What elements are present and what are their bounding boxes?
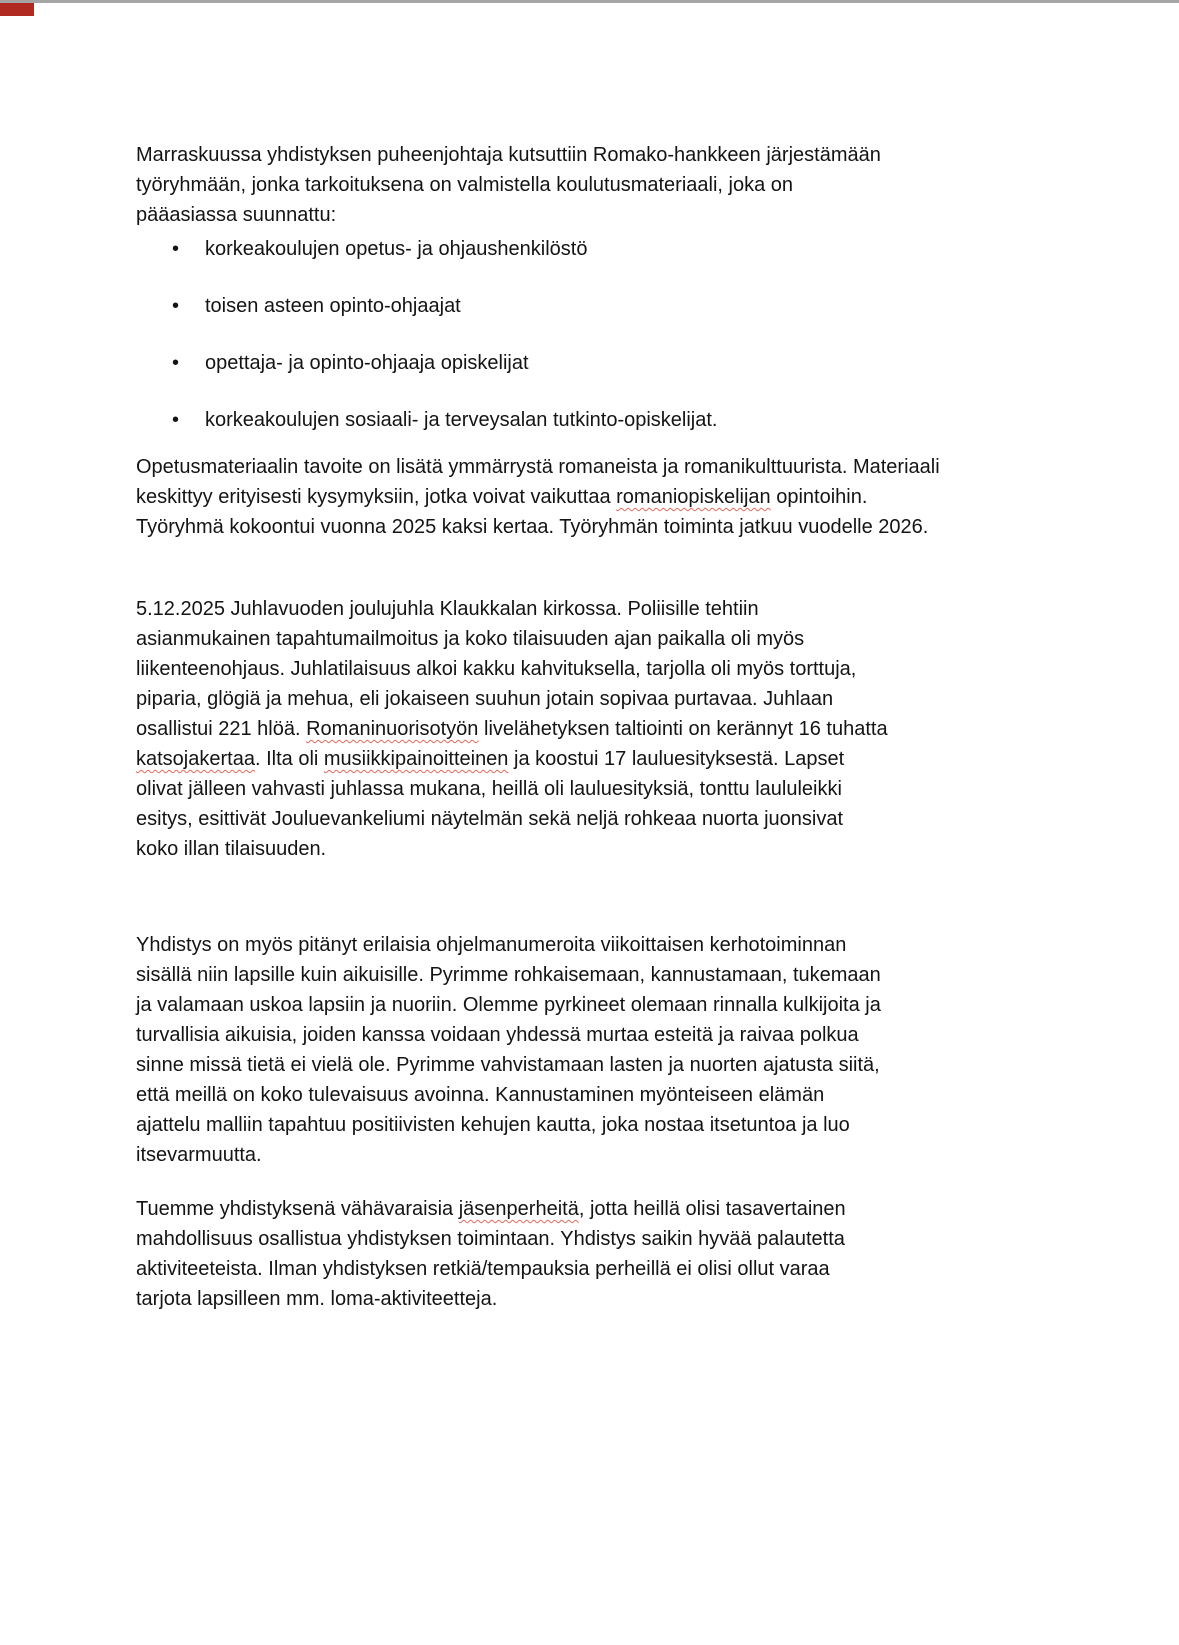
text-run: sisällä niin lapsille kuin aikuisille. Pyrimme rohkaisemaan, kannustamaan, tukemaan [136, 964, 881, 986]
text-line [136, 1080, 1136, 1110]
text-line [136, 1194, 1136, 1224]
text-run: että meillä on koko tulevaisuus avoinna. Kannustaminen myönteiseen elämän [136, 1084, 825, 1106]
text-line [136, 774, 1136, 804]
text-run: , jotta heillä olisi tasavertainen [578, 1198, 846, 1220]
text-run: olivat jälleen vahvasti juhlassa mukana, heillä oli lauluesityksiä, tonttu laululeikki [136, 778, 842, 800]
text-run: Marraskuussa yhdistyksen puheenjohtaja kutsuttiin Romako-hankkeen järjestämään [136, 144, 881, 166]
text-run: ajattelu malliin tapahtuu positiivisten kehujen kautta, joka nostaa itsetuntoa ja luo [136, 1114, 850, 1136]
text-run: mahdollisuus osallistua yhdistyksen toimintaan. Yhdistys saikin hyvää palautetta [136, 1228, 845, 1250]
bullet-item [136, 293, 1136, 320]
text-line [136, 170, 1136, 200]
text-run: 5.12.2025 Juhlavuoden joulujuhla Klaukkalan kirkossa. Poliisille tehtiin [136, 598, 759, 620]
bullet-dot-icon: • [172, 352, 180, 374]
text-line [136, 1224, 1136, 1254]
text-line [136, 512, 1136, 542]
text-line [136, 930, 1136, 960]
bullet-text [205, 236, 587, 263]
text-run: toisen asteen opinto-ohjaajat [205, 295, 461, 317]
text-line [136, 140, 1136, 170]
text-run: Yhdistys on myös pitänyt erilaisia ohjelmanumeroita viikoittaisen kerhotoiminnan [136, 934, 847, 956]
text-run: sinne missä tietä ei vielä ole. Pyrimme vahvistamaan lasten ja nuorten ajatusta siitä, [136, 1054, 880, 1076]
bullet-dot-icon: • [172, 409, 180, 431]
text-line [136, 1140, 1136, 1170]
text-run: . Ilta oli [254, 748, 324, 770]
bullet-text [205, 407, 717, 434]
misspelled-word: Romaninuorisotyön [306, 718, 479, 740]
text-run: työryhmään, jonka tarkoituksena on valmistella koulutusmateriaali, joka on [136, 174, 794, 196]
text-run: ja valamaan uskoa lapsiin ja nuoriin. Olemme pyrkineet olemaan rinnalla kulkijoita ja [136, 994, 881, 1016]
text-line [136, 452, 1136, 482]
text-line [136, 960, 1136, 990]
bullet-dot-icon: • [172, 295, 180, 317]
text-line [136, 1050, 1136, 1080]
text-run: livelähetyksen taltiointi on kerännyt 16 tuhatta [478, 718, 888, 740]
paragraph [136, 140, 1136, 230]
text-line [136, 834, 1136, 864]
text-line [136, 714, 1136, 744]
misspelled-word: romaniopiskelijan [616, 486, 771, 508]
bullet-item [136, 350, 1136, 377]
text-run: koko illan tilaisuuden. [136, 838, 327, 860]
text-run: Opetusmateriaalin tavoite on lisätä ymmärrystä romaneista ja romanikulttuurista. Materiaali [136, 456, 940, 478]
red-corner-mark [0, 3, 34, 16]
paragraph [136, 452, 1136, 542]
text-line [136, 624, 1136, 654]
text-line [136, 1284, 1136, 1314]
misspelled-word: jäsenperheitä [458, 1198, 579, 1220]
text-run: opintoihin. [770, 486, 868, 508]
text-run: osallistui 221 hlöä. [136, 718, 307, 740]
text-line [136, 744, 1136, 774]
misspelled-word: musiikkipainoitteinen [323, 748, 509, 770]
text-run: itsevarmuutta. [136, 1144, 262, 1166]
text-run: ja koostui 17 lauluesityksestä. Lapset [508, 748, 845, 770]
text-run: tarjota lapsilleen mm. loma-aktiviteetteja. [136, 1288, 498, 1310]
text-run: korkeakoulujen sosiaali- ja terveysalan tutkinto-opiskelijat. [205, 409, 718, 431]
paragraph [136, 594, 1136, 864]
text-line [136, 684, 1136, 714]
bullet-text [205, 293, 461, 320]
text-run: pääasiassa suunnattu: [136, 204, 337, 226]
bullet-dot-icon: • [172, 238, 180, 260]
text-run: aktiviteeteista. Ilman yhdistyksen retkiä/tempauksia perheillä ei olisi ollut varaa [136, 1258, 830, 1280]
text-run: esitys, esittivät Jouluevankeliumi näytelmän sekä neljä rohkeaa nuorta juonsivat [136, 808, 844, 830]
text-run: piparia, glögiä ja mehua, eli jokaiseen suuhun jotain sopivaa purtavaa. Juhlaan [136, 688, 834, 710]
bullet-item [136, 407, 1136, 434]
text-run: asianmukainen tapahtumailmoitus ja koko tilaisuuden ajan paikalla oli myös [136, 628, 805, 650]
bullet-text [205, 350, 529, 377]
text-line [136, 654, 1136, 684]
text-run: opettaja- ja opinto-ohjaaja opiskelijat [205, 352, 529, 374]
text-line [136, 482, 1136, 512]
paragraph [136, 930, 1136, 1170]
text-run: korkeakoulujen opetus- ja ohjaushenkilöstö [205, 238, 588, 260]
text-line [136, 200, 1136, 230]
text-line [136, 594, 1136, 624]
text-line [136, 990, 1136, 1020]
text-run: Työryhmä kokoontui vuonna 2025 kaksi kertaa. Työryhmän toiminta jatkuu vuodelle 2026. [136, 516, 929, 538]
text-run: keskittyy erityisesti kysymyksiin, jotka voivat vaikuttaa [136, 486, 617, 508]
text-run: turvallisia aikuisia, joiden kanssa voidaan yhdessä murtaa esteitä ja raivaa polkua [136, 1024, 859, 1046]
paragraph [136, 1194, 1136, 1314]
bullet-list [136, 236, 1136, 434]
document-body [136, 140, 1136, 1314]
bullet-item [136, 236, 1136, 263]
text-line [136, 1020, 1136, 1050]
text-line [136, 804, 1136, 834]
text-line [136, 1110, 1136, 1140]
text-run: Tuemme yhdistyksenä vähävaraisia [136, 1198, 459, 1220]
misspelled-word: katsojakertaa [136, 748, 255, 770]
text-line [136, 1254, 1136, 1284]
text-run: liikenteenohjaus. Juhlatilaisuus alkoi kakku kahvituksella, tarjolla oli myös torttuja, [136, 658, 857, 680]
